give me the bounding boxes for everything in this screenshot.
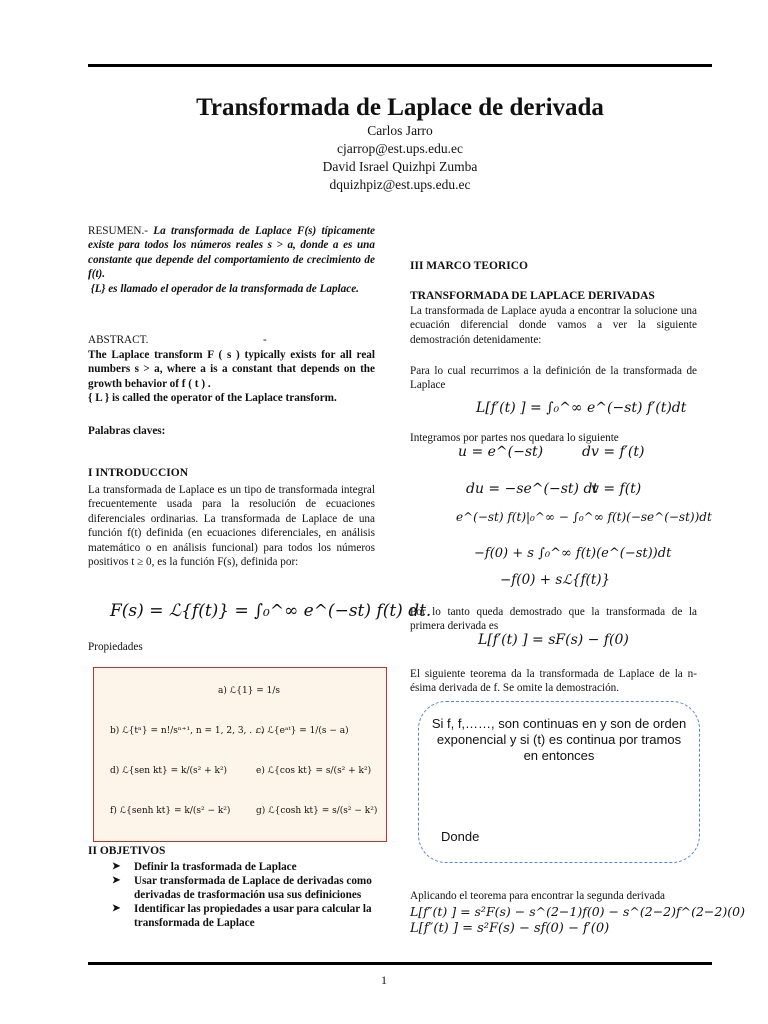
property-g: g) ℒ{cosh kt} = s/(s² − k²) <box>256 806 378 816</box>
equation-v: v = f(t) <box>591 481 642 497</box>
list-item: ➤ Usar transformada de Laplace de derivadas como derivadas de trasformación usa sus definiciones <box>112 875 372 901</box>
arrow-bullet-icon: ➤ <box>112 903 121 914</box>
author-name: David Israel Quizhpi Zumba <box>322 159 478 174</box>
property-d: d) ℒ{sen kt} = k/(s² + k²) <box>110 766 228 776</box>
intro-heading: I INTRODUCCION <box>88 467 188 479</box>
definition-formula: F(s) = ℒ{f(t)} = ∫₀^∞ e^(−st) f(t) dt. <box>110 601 432 621</box>
equation-1: L[f′(t) ] = ∫₀^∞ e^(−st) f′(t)dt <box>476 400 687 416</box>
equation-u: u = e^(−st) <box>458 444 544 460</box>
resumen-text-2: {L} es llamado el operador de la transformada de Laplace. <box>90 282 359 295</box>
bottom-rule <box>88 962 712 965</box>
objetivos-list-wrap <box>88 860 378 930</box>
abstract-text-2: { L } is called the operator of the Laplace transform. <box>88 392 337 405</box>
keywords-label: Palabras claves: <box>88 425 166 437</box>
abstract-section <box>88 333 375 406</box>
intro-text: La transformada de Laplace es un tipo de transformada integral frecuentemente usada para la resolución de ecuaciones diferenciales ordinarias. La transformada de Laplace de una función f(t) definida (en ecuaciones diferenciales, en análisis matemático o en análisis funcional) para todos los números positivos t ≥ 0, es la función F(s), definida por: <box>88 484 375 569</box>
marco-heading: III MARCO TEORICO <box>410 260 528 272</box>
abstract-label: ABSTRACT. <box>88 334 149 346</box>
author-name: Carlos Jarro <box>367 123 433 138</box>
objetivos-heading: II OBJETIVOS <box>88 845 166 857</box>
equation-8: L[f″(t) ] = s²F(s) − sf(0) − f′(0) <box>410 921 610 936</box>
author-email[interactable]: cjarrop@est.ups.edu.ec <box>336 141 463 156</box>
propiedades-label: Propiedades <box>88 641 143 653</box>
list-item: ➤ Definir la trasformada de Laplace <box>112 861 297 873</box>
equation-4: −f(0) + s ∫₀^∞ f(t)(e^(−st))dt <box>474 546 672 561</box>
author-email[interactable]: dquizhpiz@est.ups.edu.ec <box>329 177 471 192</box>
property-c: c) ℒ{eᵃᵗ} = 1/(s − a) <box>256 726 349 736</box>
paragraph-1: La transformada de Laplace ayuda a encontrar la solucione una ecuación diferencial donde vamos a ver la siguiente demostración detenidamente: <box>410 305 697 346</box>
equation-5: −f(0) + sℒ{f(t)} <box>500 572 611 588</box>
equation-7: L[f″(t) ] = s²F(s) − s^(2−1)f(0) − s^(2−2)f^(2−2)(0) <box>410 904 745 919</box>
top-rule <box>88 64 712 67</box>
properties-table <box>93 667 387 842</box>
paragraph-3: Integramos por partes nos quedara lo siguiente <box>410 432 619 444</box>
abstract-dash: - <box>263 334 267 346</box>
equation-6: L[f′(t) ] = sF(s) − f(0) <box>478 632 629 648</box>
arrow-bullet-icon: ➤ <box>112 861 121 872</box>
abstract-text: The Laplace transform F ( s ) typically exists for all real numbers s > a, where a is a constant that depends on the growth behavior of f ( t ) . <box>88 349 375 390</box>
authors-block <box>88 122 712 194</box>
property-e: e) ℒ{cos kt} = s/(s² + k²) <box>256 766 372 776</box>
arrow-bullet-icon: ➤ <box>112 875 121 886</box>
theorem-donde: Donde <box>441 829 480 844</box>
laplace-derivadas-heading: TRANSFORMADA DE LAPLACE DERIVADAS <box>410 290 655 302</box>
equation-du: du = −se^(−st) dt <box>466 481 599 497</box>
theorem-box <box>418 701 700 863</box>
resumen-text: La transformada de Laplace F(s) típicamente existe para todos los números reales s > a, donde a es una constante que depende del comportamiento de crecimiento de f(t). <box>88 225 375 281</box>
resumen-section <box>88 224 375 296</box>
objetivos-list <box>88 860 378 930</box>
paper-title: Transformada de Laplace de derivada <box>196 94 604 121</box>
paragraph-4: Por lo tanto queda demostrado que la transformada de la primera derivada es <box>410 606 697 633</box>
property-a: a) ℒ{1} = 1/s <box>218 686 281 696</box>
theorem-text: Si f, f,……, son continuas en y son de orden exponencial y si (t) es continua por tramos en entonces <box>431 716 687 763</box>
property-f: f) ℒ{senh kt} = k/(s² − k²) <box>110 806 231 816</box>
page-number: 1 <box>381 973 387 987</box>
list-item: ➤ Identificar las propiedades a usar para calcular la transformada de Laplace <box>112 903 372 929</box>
resumen-label: RESUMEN.- <box>88 225 148 237</box>
equation-3: e^(−st) f(t)|₀^∞ − ∫₀^∞ f(t)(−se^(−st))dt <box>456 510 712 524</box>
property-b: b) ℒ{tⁿ} = n!/sⁿ⁺¹, n = 1, 2, 3, . . . <box>110 726 264 736</box>
equation-dv: dv = f′(t) <box>582 444 645 460</box>
paragraph-6: Aplicando el teorema para encontrar la segunda derivada <box>410 890 666 902</box>
paragraph-5: El siguiente teorema da la transformada de Laplace de la n-ésima derivada de f. Se omite la demostración. <box>410 668 697 695</box>
paragraph-2: Para lo cual recurrimos a la definición de la transformada de Laplace <box>410 365 697 392</box>
